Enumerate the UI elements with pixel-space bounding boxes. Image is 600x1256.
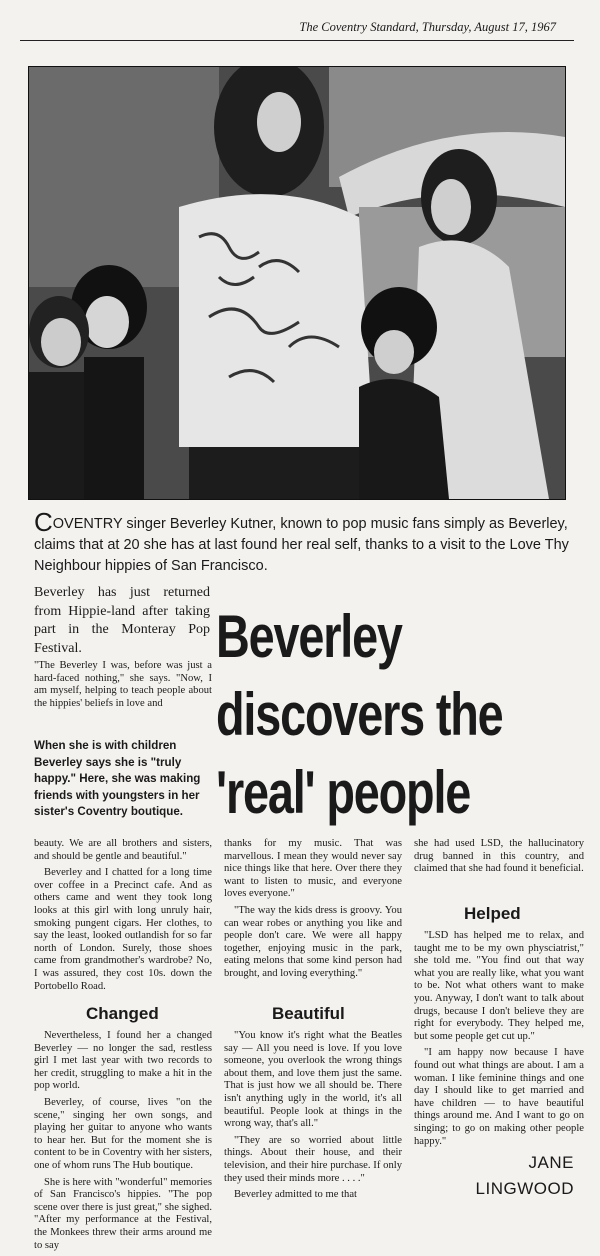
column-2-top — [224, 838, 402, 985]
paragraph: "LSD has helped me to relax, and taught me to be my own physciatrist," she told me. "You find out that way what you are really like, what you want to be. Not what others want to make you. Anyway, I don't want to talk about drugs, because I don't believe they are right for everybody. They helped me, but some people get cut up." — [414, 930, 584, 1042]
byline-last-name: LINGWOOD — [475, 1179, 574, 1198]
paragraph: "I am happy now because I have found out what things are about. I am a woman. I like feminine things and one day I should like to get married and have children — to have beautiful things around me. And I want to go on singing; to go on making other people happy." — [414, 1047, 584, 1147]
photo-caption: When she is with children Beverley says she is "truly happy." Here, she was making friends with youngsters in her sister's Coventry boutique. — [34, 739, 201, 818]
column-1-bottom — [34, 1030, 212, 1256]
column-2-bottom — [224, 1030, 402, 1206]
column-1-top — [34, 838, 212, 997]
headline — [216, 598, 586, 832]
paragraph: "You know it's right what the Beatles say — All you need is love. If you love someone, you overlook the wrong things about them, and love them just the same. That is just how we all should be. There isn't anything ugly in the world, it's all beautiful. People look at things in the wrong way, that's all." — [224, 1030, 402, 1130]
headline-line-2: discovers the — [216, 681, 503, 748]
subhead-beautiful: Beautiful — [272, 1004, 345, 1023]
subhead-changed: Changed — [86, 1004, 159, 1023]
article-photo — [28, 66, 566, 500]
byline-first-name: JANE — [528, 1153, 574, 1172]
paragraph: thanks for my music. That was marvellous. I mean they would never say nice things like that here. Over there they want to listen to music, and everyone loves everyone." — [224, 838, 402, 900]
paragraph: Beverley admitted to me that — [234, 1189, 357, 1201]
drop-cap: C — [34, 507, 53, 537]
headline-line-3: 'real' people — [216, 759, 471, 826]
headline-line-1: Beverley — [216, 603, 402, 670]
paragraph: beauty. We are all brothers and sisters, and should be gentle and beautiful." — [34, 838, 212, 862]
standfirst — [34, 507, 570, 577]
masthead — [20, 10, 574, 41]
masthead-text: The Coventry Standard, Thursday, August 17, 1967 — [299, 20, 556, 34]
paragraph: She is here with "wonderful" memories of San Francisco's hippies. "The pop scene over there is just great," she sighed. "After my performance at the Festival, the Monkees threw their arms around me to say — [34, 1176, 212, 1251]
standfirst-text: OVENTRY singer Beverley Kutner, known to pop music fans simply as Beverley, claims that at 20 she has at last found her real self, thanks to a visit to the Love Thy Neighbour hippies of San Francisco. — [34, 516, 569, 574]
byline — [474, 1150, 574, 1202]
paragraph: "The way the kids dress is groovy. You can wear robes or anything you like and people don't care. We were all happy together, enjoying music in the park, eating melons that some kind person had brought, and loving everything." — [224, 904, 402, 979]
column-3-top — [414, 838, 584, 880]
paragraph: she had used LSD, the hallucinatory drug banned in this country, and claimed that she had found it beneficial. — [414, 838, 584, 875]
paragraph: "They are so worried about little things. About their house, and their television, and their hire purchase. If only they used their minds more . . . ." — [224, 1134, 402, 1184]
subhead-helped: Helped — [464, 904, 521, 923]
paragraph: Nevertheless, I found her a changed Beverley — no longer the sad, restless girl I met last year with two records to her credit, struggling to make a hit in the pop world. — [34, 1030, 212, 1092]
paragraph: Beverley, of course, lives "on the scene," singing her own songs, and playing her guitar to anyone who wants to hear her. But for the moment she is content to be in Coventry with her sisters, one of whom runs The Hub boutique. — [34, 1096, 212, 1171]
paragraph: Beverley and I chatted for a long time over coffee in a Precinct cafe. And as others came and went they took long looks at this girl with long unruly hair, smoking pungent cigars. Her clothes, to say the least, looked outlandish for so far north of London. Surely, those shoes came from grandmother's wardrobe? No, I was assured, they cost 10s. down the Portobello Road. — [34, 867, 212, 992]
column-3-bottom — [414, 930, 584, 1152]
lead-quote: "The Beverley I was, before was just a hard-faced nothing," she says. "Now, I am myself, helping to teach people about the hippies' beliefs in love and — [34, 660, 212, 709]
lead-paragraph: Beverley has just returned from Hippie-land after taking part in the Monteray Pop Festival. — [34, 585, 210, 656]
